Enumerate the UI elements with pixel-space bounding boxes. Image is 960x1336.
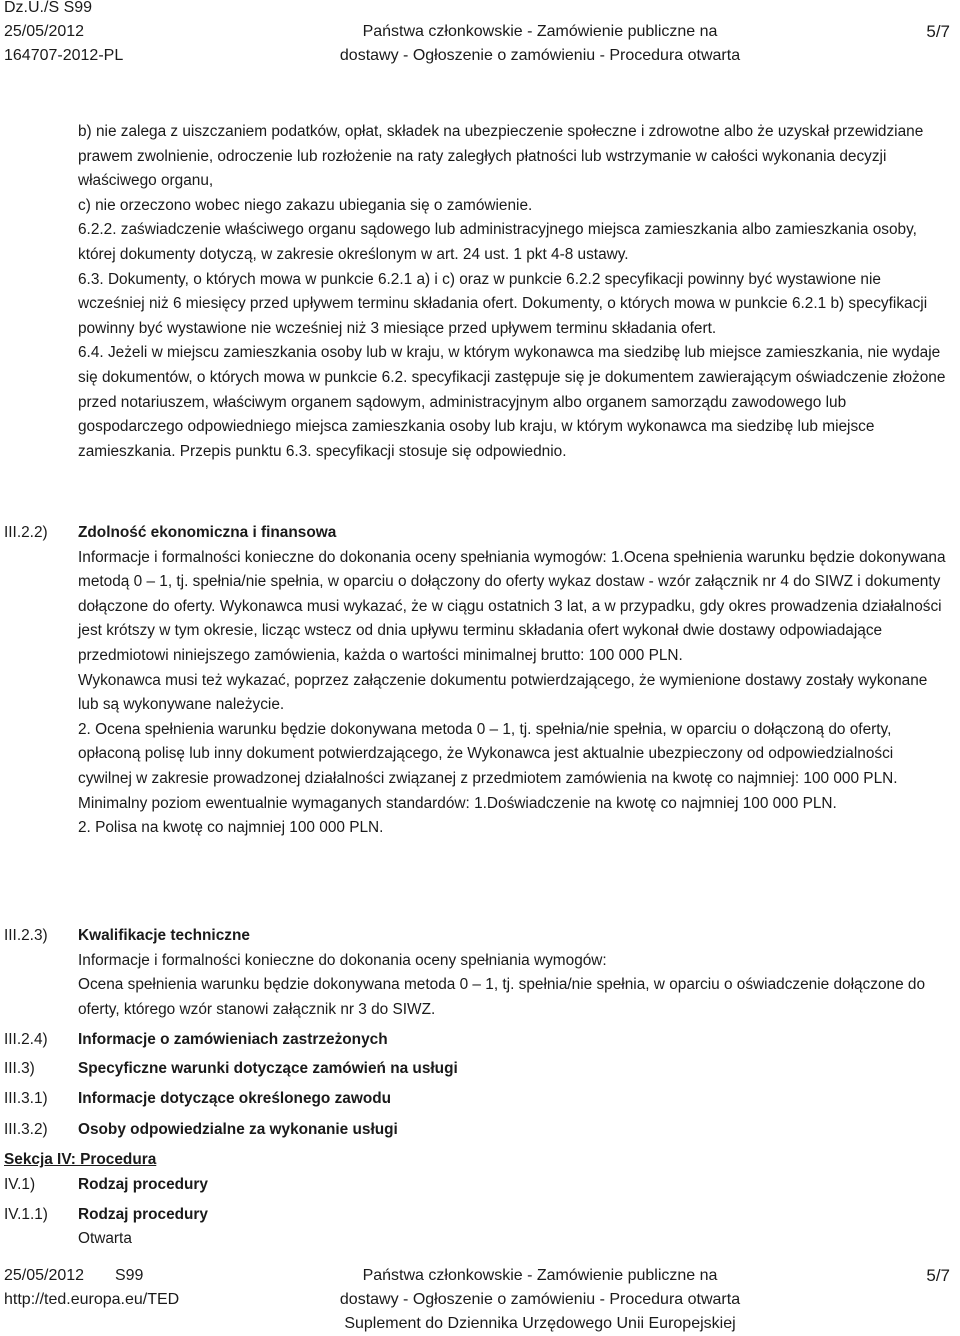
section-number-III-3-2: III.3.2) [4,1121,48,1138]
section-III-2-2 [78,521,948,841]
footer-title-line1: Państwa członkowskie - Zamówienie publiczne na [362,1267,718,1284]
header-title-line2: dostawy - Ogłoszenie o zamówieniu - Procedura otwarta [339,47,741,64]
section-number-III-3-1: III.3.1) [4,1090,48,1107]
header-date: 25/05/2012 [4,23,85,40]
section-title-services: Specyficzne warunki dotyczące zamówień na usługi [78,1060,458,1077]
footer-page-number: 5/7 [926,1266,950,1285]
section-title-procedure-type-sub: Rodzaj procedury [78,1206,208,1223]
journal-ref: Dz.U./S S99 [4,0,93,16]
footer-supplement: Suplement do Dziennika Urzędowego Unii Europejskiej [344,1315,736,1332]
continued-content [78,120,948,464]
header-title-line1: Państwa członkowskie - Zamówienie publiczne na [362,23,718,40]
section-title-profession: Informacje dotyczące określonego zawodu [78,1090,392,1107]
section-title-technical: Kwalifikacje techniczne [78,927,250,944]
footer-title-line2: dostawy - Ogłoszenie o zamówieniu - Procedura otwarta [339,1291,741,1308]
section-title-reserved: Informacje o zamówieniach zastrzeżonych [78,1031,388,1048]
notice-number: 164707-2012-PL [4,47,124,64]
section-number-IV-1: IV.1) [4,1176,36,1193]
section-number-III-2-4: III.2.4) [4,1031,48,1048]
economic-p5: 2. Polisa na kwotę co najmniej 100 000 PLN. [78,819,384,837]
section-number-III-2-2: III.2.2) [4,524,48,541]
economic-p3: 2. Ocena spełnienia warunku będzie dokonywana metoda 0 – 1, tj. spełnia/nie spełnia, w oparciu o dołączoną do oferty, opłaconą polisę lub inny dokument potwierdzającego, że Wykonawca jest aktualnie ubezpieczony od odpowiedzialności cywilnej w zakresie prowadzonej działalności związanej z przedmiotem zamówienia na kwotę co najmniej: 100 000 PLN. [78,720,898,787]
economic-p1: Informacje i formalności konieczne do dokonania oceny spełniania wymogów: 1.Ocena spełnienia warunku będzie dokonywana metodą 0 – 1, tj. spełnia/nie spełnia, w oparciu o dołączony do oferty wykaz dostaw - wzór załącznik nr 4 do SIWZ i dokumenty dołączone do oferty. Wykonawca musi wykazać, że w ciągu ostatnich 3 lat, a w przypadku, gdy okres prowadzenia działalności jest krótszy w tym okresie, licząc wstecz od dnia upływu terminu składania ofert wykonał dwie dostawy odpowiadające przedmiotowi niniejszego zamówienia, każda o wartości minimalnej brutto: 100 000 PLN. [78,548,946,664]
procedure-type-value: Otwarta [78,1230,132,1247]
section-number-IV-1-1: IV.1.1) [4,1206,48,1223]
economic-p2: Wykonawca musi też wykazać, poprzez załączenie dokumentu potwierdzającego, że wymienione dostawy zostały wykonane lub są wykonywane należycie. [78,671,928,714]
footer-url[interactable]: http://ted.europa.eu/TED [4,1291,180,1308]
paragraph-c: c) nie orzeczono wobec niego zakazu ubiegania się o zamówienie. [78,196,533,214]
section-title-economic-capacity: Zdolność ekonomiczna i finansowa [78,524,337,541]
paragraph-b: b) nie zalega z uiszczaniem podatków, opłat, składek na ubezpieczenie społeczne i zdrowotne albo że uzyskał przewidziane prawem zwolnienie, odroczenie lub rozłożenie na raty zaległych płatności lub wstrzymanie w całości wykonania decyzji właściwego organu, [78,123,924,190]
footer-date-text: 25/05/2012 [4,1267,85,1284]
footer-issue: S99 [114,1267,144,1284]
technical-p1: Informacje i formalności konieczne do dokonania oceny spełniania wymogów: [78,951,607,969]
section-number-III-2-3: III.2.3) [4,927,48,944]
section-title-procedure-type: Rodzaj procedury [78,1176,208,1193]
section-IV-title: Sekcja IV: Procedura [4,1151,157,1168]
page-number: 5/7 [926,22,950,41]
section-number-III-3: III.3) [4,1060,35,1077]
section-III-2-3 [78,924,948,1022]
technical-p2: Ocena spełnienia warunku będzie dokonywana metoda 0 – 1, tj. spełnia/nie spełnia, w oparciu o oświadczenie dołączone do oferty, którego wzór stanowi załącznik nr 3 do SIWZ. [78,976,926,1018]
paragraph-6-3: 6.3. Dokumenty, o których mowa w punkcie 6.2.1 a) i c) oraz w punkcie 6.2.2 specyfikacji powinny być wystawione nie wcześniej niż 6 miesięcy przed upływem terminu składania ofert. Dokumenty, o których mowa w punkcie 6.2.1 b) specyfikacji powinny być wystawione nie wcześniej niż 3 miesiące przed upływem terminu składania ofert. [78,270,928,337]
paragraph-6-4: 6.4. Jeżeli w miejscu zamieszkania osoby lub w kraju, w którym wykonawca ma siedzibę lub miejsce zamieszkania, nie wydaje się dokumentów, o których mowa w punkcie 6.2. specyfikacji zastępuje się je dokumentem zawierającym oświadczenie złożone przed notariuszem, właściwym organem sądowym, administracyjnym albo organem samorządu zawodowego lub gospodarczego odpowiedniego miejsca zamieszkania osoby lub kraju, w którym wykonawca ma siedzibę lub miejsce zamieszkania. Przepis punktu 6.3. specyfikacji stosuje się odpowiednio. [78,344,946,460]
economic-p4: Minimalny poziom ewentualnie wymaganych standardów: 1.Doświadczenie na kwotę co najmniej 100 000 PLN. [78,794,837,812]
section-title-staff: Osoby odpowiedzialne za wykonanie usługi [78,1121,398,1138]
paragraph-6-2-2: 6.2.2. zaświadczenie właściwego organu sądowego lub administracyjnego miejsca zamieszkania albo zamieszkania osoby, której dokumenty dotyczą, w zakresie określonym w art. 24 ust. 1 pkt 4-8 ustawy. [78,221,917,263]
